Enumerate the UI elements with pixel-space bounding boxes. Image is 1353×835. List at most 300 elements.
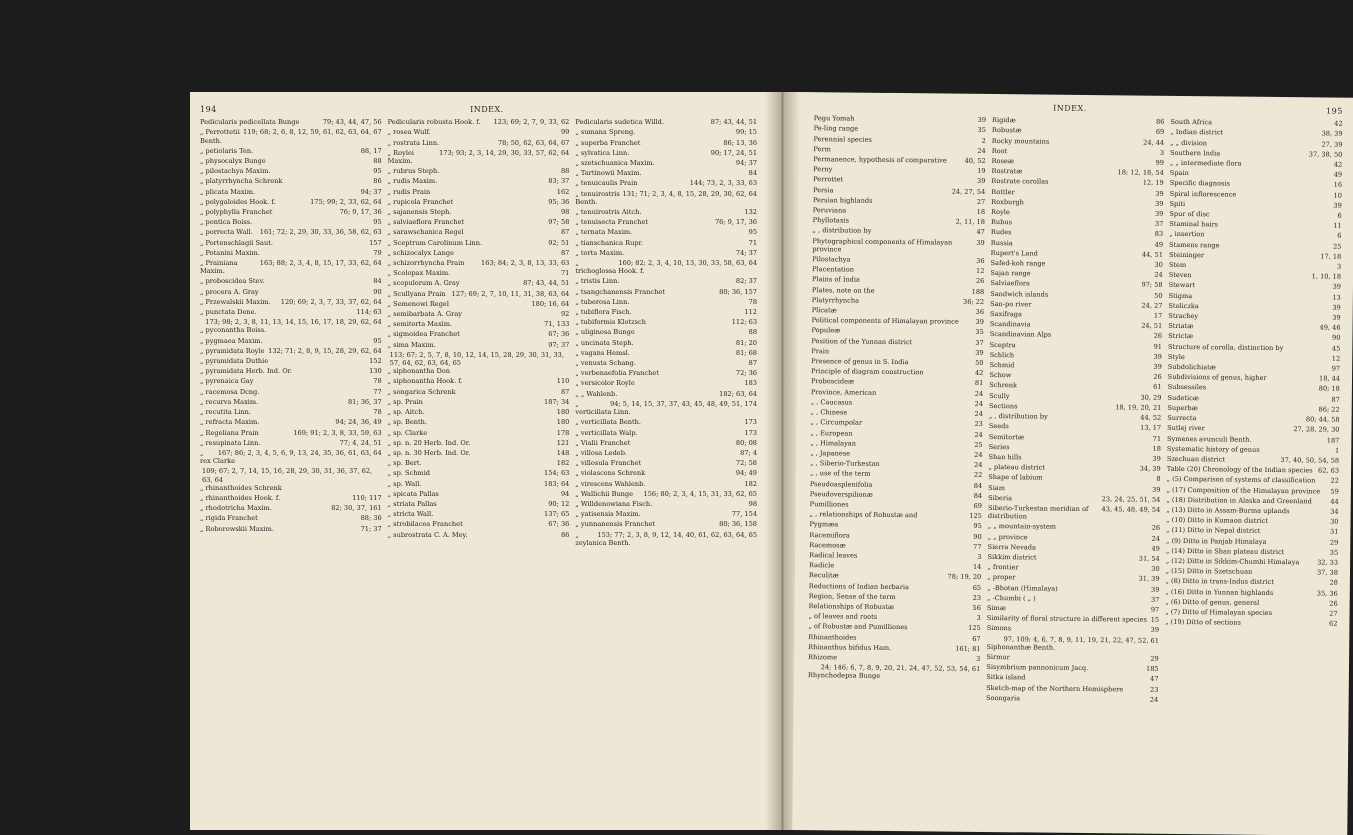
entry-term: „ szetschuanica Maxim.	[575, 159, 655, 168]
entry-term: Rocky mountains	[991, 136, 1050, 146]
entry-pages: 24; 146; 6, 7, 8, 9, 20, 21, 24, 47, 52, 53, 54, 61	[820, 663, 981, 674]
entry-term: Pe-ling range	[813, 124, 859, 134]
index-column	[388, 118, 570, 549]
entry-pages: 86	[373, 177, 382, 186]
entry-term: „ siphonantha Don	[387, 367, 450, 376]
entry-term: Style	[1167, 352, 1185, 361]
index-entry	[810, 510, 982, 520]
entry-pages: 39	[1332, 283, 1342, 292]
index-entry	[575, 169, 757, 177]
index-entry	[810, 490, 982, 500]
index-columns	[200, 118, 757, 549]
entry-pages: 90; 17, 24, 51	[710, 148, 758, 157]
entry-pages: 125	[969, 511, 982, 521]
index-entry	[200, 188, 382, 196]
index-entry	[575, 379, 757, 387]
index-entry	[200, 118, 382, 126]
entry-term: „ torta Maxim.	[575, 248, 625, 257]
index-entry	[575, 298, 757, 306]
entry-pages: 77	[973, 542, 982, 551]
entry-pages: 90	[1332, 334, 1341, 343]
entry-term: Phyllotaxis	[812, 216, 850, 225]
entry-term: Sutlej river	[1167, 424, 1205, 433]
index-entry	[200, 514, 382, 522]
entry-pages: 24, 44	[1143, 138, 1165, 147]
index-entry	[1169, 220, 1341, 230]
index-entry	[1168, 363, 1340, 373]
entry-pages: 90	[373, 287, 382, 296]
entry-pages: 71, 133	[544, 320, 570, 329]
entry-pages: 83; 37	[548, 177, 570, 186]
entry-pages: 39	[1152, 454, 1161, 463]
entry-pages: 88	[560, 167, 570, 176]
entry-term: „ rubrus Steph.	[387, 167, 440, 176]
entry-pages: 71	[560, 269, 570, 278]
entry-pages: 161; 72; 2, 29, 30, 33, 36, 58, 62, 63	[259, 228, 382, 237]
entry-pages: 31, 54	[1138, 554, 1160, 563]
index-entry	[575, 218, 757, 226]
entry-term: „ Scullyana Prain	[387, 289, 446, 298]
index-entry	[575, 480, 757, 488]
entry-pages: 130	[369, 367, 382, 376]
index-entry	[811, 388, 983, 398]
entry-term: „ (19) Ditto of sections	[1165, 618, 1241, 627]
entry-pages: 91	[1153, 342, 1163, 351]
index-entry	[991, 249, 1163, 259]
index-entry	[988, 533, 1160, 543]
entry-pages: 82; 37	[735, 277, 758, 286]
index-entry	[991, 177, 1163, 187]
entry-pages: 22	[973, 471, 983, 480]
entry-term: Symenes avunculi Benth.	[1167, 434, 1252, 444]
index-column	[1164, 118, 1342, 708]
index-entry	[388, 341, 570, 349]
index-entry	[811, 347, 983, 357]
entry-term: „ sumana Spreng.	[575, 128, 636, 137]
entry-term: „ resupinata Linn.	[200, 438, 261, 447]
entry-pages: 67; 36	[548, 330, 570, 339]
entry-term: Perny	[813, 165, 833, 174]
index-entry	[1166, 547, 1338, 557]
entry-term: Rhinanthus bifidus Ham.	[808, 642, 892, 652]
running-head: INDEX.	[1053, 103, 1087, 114]
entry-pages: 86	[560, 530, 570, 539]
index-entry	[812, 265, 984, 275]
entry-pages: 78; 50, 62, 63, 64, 67	[497, 138, 570, 147]
index-entry	[1166, 557, 1338, 567]
index-entry	[1170, 138, 1342, 148]
index-entry	[990, 310, 1162, 320]
entry-term: „ „ province	[987, 532, 1028, 541]
index-entry	[200, 467, 382, 492]
entry-term: „ (6) Ditto of genus, general	[1165, 597, 1260, 607]
index-entry	[200, 504, 382, 512]
entry-pages: 39	[1150, 626, 1160, 635]
index-entry	[808, 612, 980, 622]
index-entry	[811, 337, 983, 347]
entry-term: „ villosula Franchet	[575, 459, 642, 468]
entry-term: Platyrrhyncha	[811, 295, 860, 305]
entry-term: Pseudoasplenifolia	[809, 479, 873, 489]
entry-term: Sections	[989, 401, 1018, 411]
entry-term: Siberio-Turkestan meridian of distribution	[987, 503, 1089, 521]
entry-pages: 178	[556, 428, 570, 437]
index-entry	[990, 269, 1162, 279]
index-entry	[575, 510, 757, 518]
entry-pages: 110	[556, 377, 570, 386]
index-entry	[575, 369, 757, 377]
index-entry	[810, 439, 982, 449]
entry-term: „ , Caucasus	[810, 398, 853, 407]
index-entry	[575, 390, 757, 398]
index-entry	[809, 541, 981, 551]
entry-term: „ Przewalskii Maxim.	[200, 297, 271, 306]
entry-pages: 94; 24, 36, 49	[335, 418, 382, 427]
index-entry	[1168, 353, 1340, 363]
index-entry	[388, 218, 570, 226]
entry-term: „ petiolaris Ten.	[200, 146, 254, 155]
entry-pages: 94; 37	[360, 187, 382, 196]
entry-pages: 19	[977, 167, 986, 176]
entry-pages: 120; 69; 2, 3, 7, 33, 37, 62, 64	[280, 297, 382, 306]
entry-pages: 49	[1154, 240, 1164, 249]
index-entry	[809, 602, 981, 612]
entry-pages: 6	[1337, 232, 1342, 241]
entry-pages: 62, 63	[1318, 466, 1340, 475]
entry-term: Stem	[1168, 260, 1187, 270]
entry-term: „ rex Clarke	[200, 448, 236, 466]
entry-term: Subsessiles	[1167, 383, 1207, 392]
entry-pages: 40, 52	[964, 156, 986, 165]
index-entry	[1165, 608, 1337, 618]
index-entry	[992, 147, 1164, 157]
index-entry	[388, 149, 570, 165]
index-entry	[1167, 455, 1339, 465]
entry-pages: 114; 63	[356, 308, 382, 317]
entry-term: „ , Circumpolar	[810, 418, 863, 427]
index-entry	[1168, 312, 1340, 322]
entry-term: „ rhinanthoides Hook. f.	[200, 493, 281, 502]
index-entry	[1169, 241, 1341, 251]
index-entry	[809, 571, 981, 581]
entry-term: Roseæ	[991, 157, 1015, 166]
entry-pages: 26	[1151, 524, 1161, 533]
entry-term: „ Willdenowiana Fisch.	[575, 499, 653, 508]
entry-term: „ (12) Ditto in Sikkim-Chumbi Himalaya	[1165, 556, 1300, 567]
entry-pages: 84	[748, 169, 758, 178]
index-entry	[200, 277, 382, 285]
entry-term: Rottler	[991, 187, 1015, 196]
entry-pages: 99; 15	[735, 128, 758, 137]
entry-pages: 86; 22	[1318, 405, 1340, 414]
entry-pages: 97; 37	[548, 340, 570, 349]
index-entry	[388, 418, 570, 426]
index-entry	[388, 510, 570, 518]
entry-term: „ pontica Boiss.	[200, 218, 253, 227]
entry-pages: 182	[744, 479, 758, 488]
entry-pages: 16	[1333, 181, 1343, 190]
index-entry	[200, 308, 382, 316]
index-entry	[991, 259, 1163, 269]
entry-pages: 153; 77; 2, 3, 8, 9, 12, 14, 40, 61, 62, 63, 64, 65	[597, 530, 758, 539]
index-entry	[388, 439, 570, 447]
index-entry	[990, 279, 1162, 289]
entry-pages: 71	[1152, 434, 1162, 443]
entry-term: „ proboscidea Stev.	[200, 277, 265, 286]
entry-pages: 3	[977, 552, 982, 561]
entry-term: Southern India	[1169, 148, 1221, 158]
index-entry	[989, 402, 1161, 412]
index-entry	[1166, 577, 1338, 587]
index-entry	[809, 592, 981, 602]
entry-pages: 12	[1331, 354, 1341, 363]
entry-pages: 23	[1149, 685, 1159, 694]
entry-term: „ schizocalyx Lange	[387, 248, 455, 257]
entry-term: Rhinanthoides	[808, 632, 857, 642]
index-entry	[200, 157, 382, 165]
entry-term: Persia	[812, 185, 834, 194]
entry-pages: 47	[976, 228, 985, 237]
entry-term: „ insertion	[1169, 230, 1205, 239]
entry-term: „ sp. Wall.	[387, 479, 422, 488]
entry-pages: 3	[1336, 262, 1342, 271]
entry-term: „ Tartinowii Maxim.	[575, 169, 642, 178]
index-entry	[388, 208, 570, 216]
entry-term: „ (8) Ditto in trans-Indus district	[1165, 577, 1275, 587]
index-entry	[388, 249, 570, 257]
index-entry	[575, 359, 757, 367]
index-entry	[575, 531, 757, 547]
entry-term: „ rigida Franchet	[200, 514, 258, 523]
entry-pages: 81	[974, 379, 984, 388]
index-entry	[575, 259, 757, 275]
entry-pages: 94; 37	[735, 159, 758, 168]
running-head: INDEX.	[470, 105, 504, 114]
entry-term: „ uncinata Steph.	[575, 338, 634, 347]
index-entry	[575, 349, 757, 357]
entry-pages: 83	[1154, 230, 1164, 239]
entry-term: „ tsangchanensis Franchet	[575, 287, 665, 296]
page-number: 194	[200, 105, 217, 114]
entry-term: Position of the Yunnan district	[811, 336, 913, 346]
index-entry	[388, 300, 570, 308]
entry-pages: 87	[560, 387, 570, 396]
entry-term: Perm	[813, 144, 831, 154]
entry-pages: 24	[974, 409, 984, 419]
index-entry	[200, 298, 382, 306]
entry-term: „ rostrata Linn.	[387, 138, 440, 147]
entry-term: Stigma	[1168, 291, 1193, 300]
entry-pages: 1	[1335, 446, 1340, 455]
entry-term: Sandwich islands	[990, 289, 1049, 299]
index-entry	[200, 167, 382, 175]
index-entry	[988, 463, 1160, 473]
entry-pages: 42	[1334, 119, 1343, 128]
index-entry	[810, 459, 982, 469]
entry-term: Persian highlands	[812, 195, 873, 205]
entry-term: Spain	[1169, 169, 1189, 178]
entry-pages: 24, 51	[1141, 321, 1163, 331]
entry-term: „ (10) Ditto in Kumaon district	[1166, 515, 1269, 526]
index-entry	[575, 318, 757, 326]
entry-pages: 39	[1153, 362, 1162, 371]
entry-pages: 31	[1329, 527, 1339, 536]
entry-pages: 44, 51	[1141, 250, 1164, 259]
entry-term: „ rupicola Franchet	[387, 197, 454, 206]
entry-pages: 35	[977, 126, 986, 135]
index-entry	[1169, 230, 1341, 240]
index-entry	[575, 418, 757, 426]
entry-pages: 87	[560, 248, 570, 257]
entry-term: Siberia	[988, 493, 1013, 502]
index-entry	[575, 469, 757, 477]
entry-pages: 81; 20	[735, 338, 758, 347]
entry-pages: 67	[972, 634, 981, 643]
entry-pages: 80; 44, 58	[1305, 415, 1340, 424]
index-entry	[1165, 618, 1337, 628]
index-entry	[813, 206, 985, 216]
entry-term: Systematic history of genus	[1166, 444, 1260, 454]
entry-term: Table (20) Chronology of the Indian species	[1166, 464, 1313, 475]
index-entry	[200, 208, 382, 216]
entry-pages: 148	[556, 448, 570, 457]
entry-pages: 160; 82; 2, 3, 4, 10, 13, 30, 33, 58, 63, 64	[618, 259, 758, 268]
index-entry	[388, 139, 570, 147]
index-entry	[813, 216, 985, 226]
entry-pages: 25	[974, 440, 983, 449]
entry-pages: 125	[968, 624, 981, 633]
index-entry	[810, 480, 982, 490]
entry-pages: 76; 9, 17, 36	[339, 208, 382, 217]
entry-term: Rubus	[990, 218, 1013, 227]
entry-pages: 17	[1153, 311, 1163, 320]
entry-pages: 17, 18	[1320, 252, 1342, 261]
index-entry	[575, 149, 757, 157]
entry-pages: 72; 58	[735, 459, 758, 468]
entry-pages: 182	[556, 459, 570, 468]
entry-pages: 50	[1154, 291, 1163, 300]
index-entry	[813, 176, 985, 186]
entry-term: Russia	[990, 238, 1013, 247]
entry-term: „ (14) Ditto in Shan plateau district	[1165, 546, 1285, 556]
entry-pages: 3	[976, 614, 981, 623]
entry-pages: 95	[373, 218, 382, 227]
entry-pages: 78	[373, 408, 382, 417]
entry-pages: 132; 71; 2, 8, 9, 15, 28, 29, 62, 64	[268, 346, 382, 355]
entry-pages: 39	[1332, 303, 1341, 312]
entry-pages: 24, 27	[1141, 301, 1163, 310]
entry-pages: 183; 64	[544, 479, 570, 488]
entry-pages: 31, 39	[1138, 574, 1160, 584]
index-entry	[575, 449, 757, 457]
entry-term: Rostratæ	[991, 167, 1023, 176]
entry-pages: 38, 39	[1321, 129, 1343, 139]
index-entry	[388, 469, 570, 477]
index-entry	[1166, 485, 1338, 495]
entry-term: Plicatæ	[811, 306, 837, 315]
index-entry	[989, 381, 1161, 391]
entry-term: „ , distribution by	[812, 226, 872, 236]
entry-term: Plains of India	[811, 275, 861, 285]
entry-term: „ of leaves and roots	[808, 612, 878, 621]
index-entry	[812, 306, 984, 316]
entry-pages: 161; 81	[955, 644, 981, 653]
entry-term: „ , relationships of Robustæ and	[809, 510, 918, 520]
entry-term: Rigidæ	[992, 116, 1016, 125]
index-entry	[575, 159, 757, 167]
entry-term: „ yatisensis Maxim.	[575, 510, 641, 519]
left-page	[190, 92, 765, 830]
entry-term: Soongaria	[985, 693, 1021, 703]
entry-pages: 37	[1154, 219, 1164, 229]
entry-term: „ Wallichii Bunge	[575, 489, 634, 498]
entry-term: Siphonanthæ Benth.	[986, 642, 1056, 652]
entry-term: Simons	[986, 624, 1012, 633]
index-entry	[809, 551, 981, 561]
entry-term: „ Vialii Franchet	[575, 438, 631, 447]
entry-term: „ , Japanese	[810, 449, 851, 458]
index-entry	[990, 300, 1162, 310]
index-entry	[388, 500, 570, 508]
entry-term: „ punctata Dene.	[200, 308, 257, 317]
entry-pages: 27, 28, 29, 30	[1293, 425, 1340, 434]
index-entry	[991, 239, 1163, 249]
index-entry	[811, 327, 983, 337]
entry-term: „ Semenowi Regel	[387, 299, 449, 308]
index-entry	[988, 543, 1160, 553]
entry-pages: 39	[1155, 199, 1164, 208]
index-entry	[992, 157, 1164, 167]
entry-pages: 42	[1333, 160, 1343, 169]
entry-term: „ tenuisecta Franchet	[575, 218, 649, 227]
entry-pages: 27	[976, 197, 986, 206]
entry-term: Staminal hairs	[1169, 220, 1219, 229]
entry-pages: 167; 86; 2, 3, 4, 5, 6, 9, 13, 24, 35, 36, 61, 63, 64	[217, 448, 382, 457]
entry-term: „ ternata Maxim.	[575, 228, 633, 237]
entry-pages: 65	[972, 583, 982, 592]
entry-pages: 84	[973, 491, 983, 500]
entry-term: „ , Chinese	[810, 408, 848, 417]
index-column	[808, 114, 986, 704]
index-entry	[986, 684, 1158, 694]
entry-pages: 98	[560, 208, 570, 217]
entry-pages: 18, 44	[1318, 374, 1341, 383]
index-entry	[1169, 292, 1341, 302]
entry-term: „ uliginosa Bunge	[575, 328, 635, 337]
index-entry	[991, 188, 1163, 198]
entry-pages: 185	[1145, 664, 1159, 673]
entry-term: Structure of corolla, distinction by	[1167, 342, 1284, 352]
index-entry	[811, 367, 983, 377]
entry-term: Perrottet	[813, 175, 844, 184]
index-entry	[575, 208, 757, 216]
entry-pages: 23	[972, 593, 982, 602]
entry-pages: 95; 36	[548, 197, 570, 206]
entry-pages: 1, 10, 18	[1311, 272, 1342, 281]
index-entry	[813, 135, 985, 145]
index-column	[200, 118, 382, 549]
entry-term: Steininger	[1168, 250, 1205, 260]
entry-pages: 6	[1337, 211, 1342, 220]
index-entry	[1166, 567, 1338, 577]
entry-pages: 92	[560, 310, 570, 319]
index-entry	[200, 388, 382, 396]
entry-pages: 173	[744, 428, 758, 437]
entry-term: Rupert's Land	[990, 248, 1038, 258]
entry-pages: 80; 36, 157	[719, 287, 758, 296]
entry-term: Sudeticæ	[1167, 393, 1200, 402]
entry-pages: 72; 36	[735, 369, 758, 378]
